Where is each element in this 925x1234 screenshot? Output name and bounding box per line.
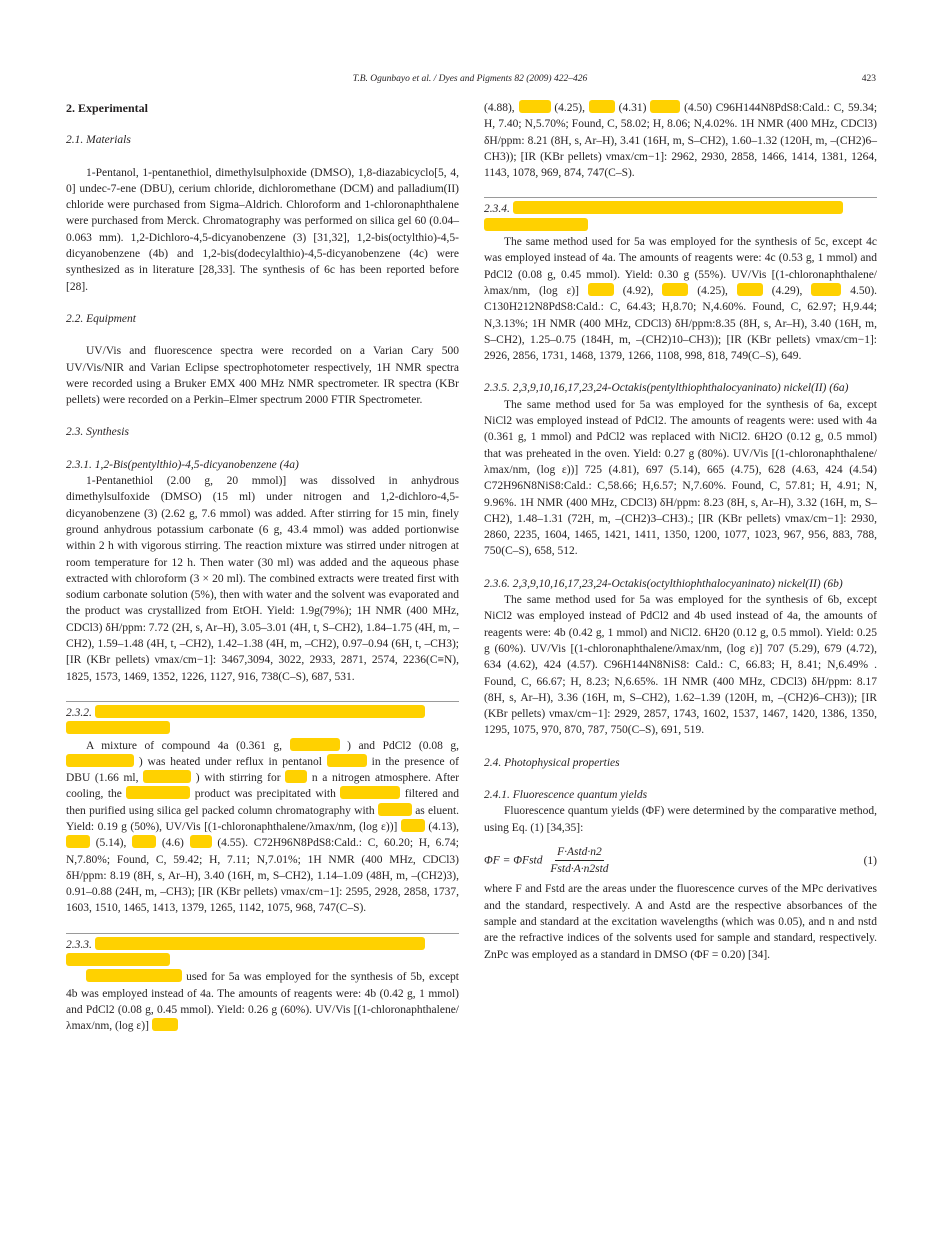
equation-label: (1) xyxy=(863,854,877,867)
highlight-redaction xyxy=(66,721,170,734)
subsection-heading-233 xyxy=(66,937,459,970)
quantum-yield-explanation: where F and Fstd are the areas under the fluorescence curves of the MPc derivatives and the standard, respectively. A and Astd are the respective absorbances of the sample and standard at the excitation wavelengths (which was 0.05), and n and nstd are the refractive indices of the solvents used for sample and standard, respectively. ZnPc was employed as a standard in DMSO (ΦF = 0.20) [34]. xyxy=(484,883,877,961)
highlight-redaction xyxy=(378,803,412,816)
synthesis-5c-paragraph: The same method used for 5a was employed for the synthesis of 5c, except 4c was employed instead of 4a. The amounts of reagents were: 4c (0.53 g, 1 mmol) and PdCl2 (0.08 g, 0.45 mmol). Yield: 0.30 g (55%). UV/Vis [(1-chloronaphthalene/λmax/nm, (log ε)] (4.92), (4.25), (4.29), 4.50). C130H212N8PdS8:Cald.: C, 64.43; H,8.70; N,4.60%. Found, C, 62.97; H,9.44; N,3.13%; 1H NMR (400 MHz, CDCl3) δH/ppm:8.35 (8H, s, Ar–H), 3.40 (16H, m, S–CH2), 1.25–0.75 (184H, m, –(CH2)10–CH3)); [IR (KBr pellets) νmax/cm−1]: 2926, 2856, 1731, 1468, 1379, 1266, 1108, 998, 818, 749(C–S), 649. xyxy=(484,236,878,363)
synthesis-6b-paragraph: The same method used for 5a was employed for the synthesis of 6b, except NiCl2 was employed instead of PdCl2 and 4b used instead of 4a, the amounts of reagents were: 4b (0.42 g, 1 mmol) and NiCl2. 6H20 (0.12 g, 0.5 mmol). Yield: 0.25 g (60%). UV/Vis [(1-chloronaphthalene/λmax/nm, (log ε)] 707 (5.29), 679 (4.72), 634 (4.62), 424 (4.57). C96H144N8NiS8: Cald.: C, 66.83; H, 8.41; N,6.49% . Found, C, 66.67; H, 8.23; N,6.65%. 1H NMR (400 MHz, CDCl3) δH/ppm: 8.17 (8H, s, Ar–H), 3.36 (16H, m, S–CH2), 1.62–1.39 (120H, m, –(CH2)6–CH3)); [IR (KBr pellets) νmax/cm−1]: 2929, 2857, 1743, 1602, 1537, 1467, 1420, 1386, 1350, 1295, 1075, 970, 870, 787, 750(C–S), 691, 519. xyxy=(484,594,877,737)
subsection-title-quantum-yields: 2.4.1. Fluorescence quantum yields xyxy=(484,788,648,801)
highlight-redaction xyxy=(66,835,90,848)
synthesis-6a-paragraph: The same method used for 5a was employed for the synthesis of 6a, except NiCl2 was employed instead of PdCl2. The amounts of reagents were: used with 4a (0.361 g, 1 mmol) and PdCl2 was replaced with NiCl2. 6H2O (0.12 g, 0.5 mmol) that was preheated in the oven. Yield: 0.27 g (80%). UV/Vis [(1-chloronaphthalene/λmax/nm, (log ε))] 725 (4.81), 697 (5.14), 665 (4.75), 628 (4.63, 424 (4.54) C72H96N8NiS8:Cald.: C,58.66; H,6.57; N,7.60%. Found, C, 57.81; H, 4.91; N, 9.96%. 1H NMR (400 MHz, CDCl3) δH/ppm: 8.23 (8H, s, Ar–H), 3.32 (16H, m, S–CH2), 1.48–1.31 (72H, m, –(CH2)3–CH3).; [IR (KBr pellets) νmax/cm−1]: 2930, 2860, 2235, 1604, 1465, 1421, 1411, 1350, 1200, 1077, 1023, 967, 956, 883, 788, 750(C–S), 658, 512. xyxy=(484,398,877,558)
highlight-redaction xyxy=(340,786,400,799)
synthesis-5b-continued: (4.88), (4.25), (4.31) (4.50) C96H144N8PdS8:Cald.: C, 59.34; H, 7.40; N,5.70%; Found, C, 58.02; H, 8.06; N,4.02%. 1H NMR (400 MHz, CDCl3) δH/ppm: 8.21 (8H, s, Ar–H), 3.41 (16H, m, S–CH2), 1.60–1.32 (120H, m, –(CH2)6–CH3)); [IR (KBr pellets) νmax/cm−1]: 2962, 2930, 2858, 1466, 1414, 1381, 1264, 1143, 1078, 969, 874, 747(C–S). xyxy=(484,102,878,180)
synthesis-5b-paragraph: used for 5a was employed for the synthesis of 5b, except 4b was employed instead of 4a. The amounts of reagents were: 4b (0.42 g, 1 mmol) and PdCl2 (0.08 g, 0.45 mmol). Yield: 0.26 g (60%). UV/Vis [(1-chloronaphthalene/λmax/nm, (log ε)] xyxy=(66,971,460,1033)
synthesis-4a-paragraph: 1-Pentanethiol (2.00 g, 20 mmol)] was dissolved in anhydrous dimethylsulfoxide (DMSO) (15 ml) under nitrogen and 1,2-dichloro-4,5-dicyanobenzene (3) (2.62 g, 7.6 mmol) was added. After stirring for 15 min, finely ground anhydrous potassium carbonate (6 g, 43.4 mmol) was added portionwise within 2 h with vigorous stirring. The reaction mixture was stirred under nitrogen at room temperature for 12 h. Then water (30 ml) was added and the aqueous phase extracted with chloroform (3 × 20 ml). The combined extracts were treated first with sodium carbonate solution (5%), then with water and the solvent was evaporated and the product was crystallized from EtOH. Yield: 1.9g(79%); 1H NMR (400 MHz, CDCl3) δH/ppm: 7.72 (2H, s, Ar–H), 3.05–3.01 (4H, t, S–CH2), 1.84–1.75 (4H, m, –CH2), 1.59–1.48 (4H, t, –CH2), 1.42–1.38 (4H, m, –CH2), 0.97–0.94 (6H, t, –CH3); [IR (KBr pellets) νmax/cm−1]: 3467,3094, 3022, 2933, 2871, 2574, 2236(C≡N), 1825, 1573, 1469, 1352, 1226, 1127, 916, 738(C–S), 687, 531. xyxy=(66,475,459,683)
subsection-number-233: 2.3.3. xyxy=(66,938,92,951)
highlight-redaction xyxy=(95,705,425,718)
subsection-title-6b: 2.3.6. 2,3,9,10,16,17,23,24-Octakis(octylthiophthalocyaninato) nickel(II) (6b) xyxy=(484,577,843,590)
highlight-redaction xyxy=(737,283,763,296)
subsection-heading-234 xyxy=(484,201,877,234)
running-header xyxy=(64,74,876,90)
subsection-number-234: 2.3.4. xyxy=(484,203,510,216)
highlight-redaction xyxy=(519,100,551,113)
page-number: 423 xyxy=(861,74,876,84)
left-column xyxy=(66,100,459,1035)
section-title-experimental: 2. Experimental xyxy=(66,101,148,115)
equation-lhs: ΦF = ΦFstd xyxy=(484,854,543,867)
highlight-redaction xyxy=(66,953,170,966)
equipment-paragraph: UV/Vis and fluorescence spectra were recorded on a Varian Cary 500 UV/Vis/NIR and Varian Eclipse spectrophotometer respectively, 1H NMR spectra were recorded using a Bruker EMX 400 MHz NMR spectrometer. IR spectra (KBr pellets) were recorded on a Perkin–Elmer spectrum 2000 FTIR Spectrometer. xyxy=(66,345,459,407)
highlight-redaction xyxy=(513,201,843,214)
highlight-redaction xyxy=(650,100,680,113)
journal-citation: T.B. Ogunbayo et al. / Dyes and Pigments 82 (2009) 422–426 xyxy=(352,74,588,84)
subsection-title-photophysical: 2.4. Photophysical properties xyxy=(484,756,620,769)
equation-fraction xyxy=(548,844,610,878)
highlight-redaction xyxy=(132,835,156,848)
subsection-title-6a: 2.3.5. 2,3,9,10,16,17,23,24-Octakis(pentylthiophthalocyaninato) nickel(II) (6a) xyxy=(484,382,849,395)
highlight-redaction xyxy=(86,969,182,982)
highlight-redaction xyxy=(66,754,134,767)
highlight-redaction xyxy=(401,819,425,832)
materials-paragraph: 1-Pentanol, 1-pentanethiol, dimethylsulphoxide (DMSO), 1,8-diazabicyclo[5, 4, 0] undec-7-ene (DBU), cerium chloride, dichloromethane (DCM) and palladium(II) chloride were purchased from Sigma–Aldrich. Chloroform and 1-chloronaphthalene were purchased from Merck. Chromatography was performed on silica gel 60 (0.04–0.063 mm). 1,2-Dichloro-4,5-dicyanobenzene (3) [31,32], 1,2-bis(octylthio)-4,5-dicyanobenzene (4b) and 1,2-bis(dodecylalthio)-4,5-dicyanobenzene (4c) were synthesized as in literature [28,33]. The synthesis of 6c has been reported before [28]. xyxy=(66,166,459,293)
highlight-redaction xyxy=(662,283,688,296)
highlight-redaction xyxy=(126,786,190,799)
equation-numerator: F·Astd·n2 xyxy=(555,844,604,861)
subsection-title-equipment: 2.2. Equipment xyxy=(66,312,136,325)
highlight-redaction xyxy=(589,100,615,113)
subsection-title-materials: 2.1. Materials xyxy=(66,134,131,147)
equation-1 xyxy=(484,844,877,878)
subsection-title-4a: 2.3.1. 1,2-Bis(pentylthio)-4,5-dicyanobenzene (4a) xyxy=(66,458,299,471)
equation-denominator: Fstd·A·n2std xyxy=(550,863,609,876)
highlight-redaction xyxy=(95,937,425,950)
section-divider xyxy=(66,701,459,702)
equation-body xyxy=(484,844,611,878)
subsection-number-232: 2.3.2. xyxy=(66,706,92,719)
highlight-redaction xyxy=(484,218,588,231)
synthesis-5a-paragraph: A mixture of compound 4a (0.361 g, ) and PdCl2 (0.08 g, ) was heated under reflux in pentanol in the presence of DBU (1.66 ml, ) with stirring for n a nitrogen atmosphere. After cooling, the product was precipitated with filtered and then purified using silica gel packed column chromatography with as eluent. Yield: 0.19 g (50%), UV/Vis [(1-chloronaphthalene/λmax/nm, (log ε))] (4.13), (5.14), (4.6) (4.55). C72H96N8PdS8:Cald.: C, 60.20; H, 6.74; N,7.80%; Found, C, 59.42; H, 7.11; N,7.01%; 1H NMR (400 MHz, CDCl3) δH/ppm: 8.19 (8H, s, Ar–H), 3.40 (16H, m, S–CH2), 1.14–1.09 (48H, m, –(CH2)3), 0.91–0.88 (24H, m, –CH3); [IR (KBr pellets) νmax/cm−1]: 2595, 2928, 2858, 1737, 1603, 1510, 1465, 1413, 1379, 1265, 1142, 1075, 968, 747(C–S). xyxy=(66,739,460,915)
right-column xyxy=(484,100,877,963)
highlight-redaction xyxy=(143,770,191,783)
highlight-redaction xyxy=(327,754,367,767)
subsection-title-synthesis: 2.3. Synthesis xyxy=(66,426,129,439)
highlight-redaction xyxy=(588,283,614,296)
highlight-redaction xyxy=(811,283,841,296)
section-divider xyxy=(484,197,877,198)
highlight-redaction xyxy=(290,738,340,751)
highlight-redaction xyxy=(285,770,307,783)
quantum-yield-intro: Fluorescence quantum yields (ΦF) were determined by the comparative method, using Eq. (1) [34,35]: xyxy=(484,805,877,834)
section-divider xyxy=(66,933,459,934)
subsection-heading-232 xyxy=(66,705,459,738)
highlight-redaction xyxy=(152,1018,178,1031)
highlight-redaction xyxy=(190,835,212,848)
